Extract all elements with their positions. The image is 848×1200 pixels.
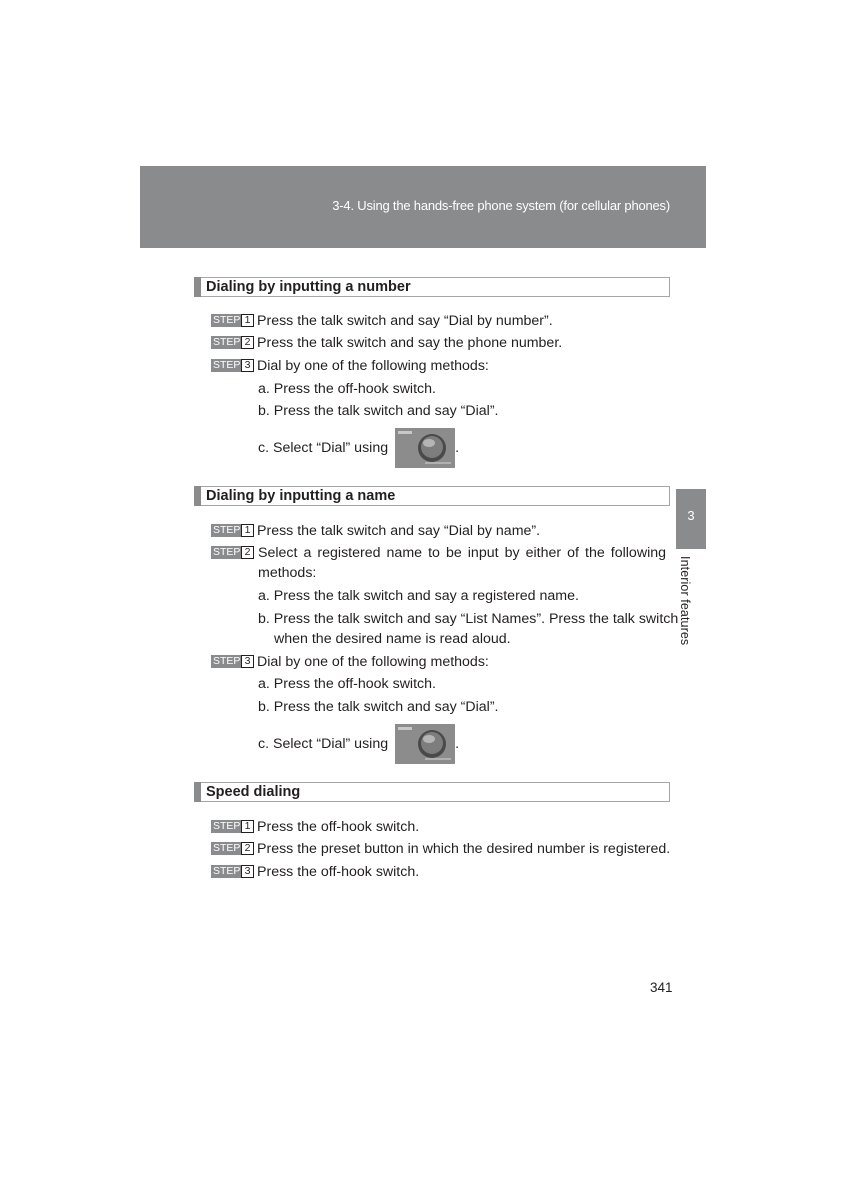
step-row [211,356,489,376]
step-row [211,521,540,541]
step-row [211,817,419,837]
section-title: Dialing by inputting a name [206,488,396,504]
section-heading-bar [194,782,670,802]
dial-knob-icon [395,428,455,468]
dial-knob-icon [395,724,455,764]
step-text: Press the talk switch and say the phone number. [257,335,563,351]
chapter-header-band [140,166,706,248]
step-badge: STEP 2 [211,336,254,349]
page-number: 341 [650,980,673,995]
step-badge: STEP 1 [211,820,254,833]
period: . [455,735,460,752]
step-badge: STEP 3 [211,865,254,878]
step-row [211,543,257,563]
sub-step: a. Press the talk switch and say a registered name. [258,588,579,604]
step-text: Select a registered name to be input by either of the following methods: [258,545,666,581]
step-text: Dial by one of the following methods: [257,654,489,670]
sub-step: a. Press the off-hook switch. [258,676,436,692]
section-title: Dialing by inputting a number [206,279,411,295]
sub-step-text: c. Select “Dial” using [258,735,389,752]
sub-step: b. Press the talk switch and say “Dial”. [258,403,499,419]
step-text: Press the off-hook switch. [257,819,420,835]
dial-switch-image [395,428,455,468]
sub-step-with-image [258,724,459,764]
chapter-header-title: 3-4. Using the hands-free phone system (for cellular phones) [332,198,670,213]
step-badge: STEP 1 [211,524,254,537]
step-row [211,839,670,859]
step-text: Press the preset button in which the desired number is registered. [257,841,671,857]
period: . [455,439,460,456]
step-badge: STEP 3 [211,359,254,372]
step-text: Dial by one of the following methods: [257,358,489,374]
step-row [211,311,553,331]
step-text: Press the talk switch and say “Dial by number”. [257,313,553,329]
section-heading-bar [194,277,670,297]
sub-step-text: c. Select “Dial” using [258,439,389,456]
step-row [211,862,419,882]
step-badge: STEP 3 [211,655,254,668]
chapter-tab-number: 3 [687,508,695,523]
step-text: Press the talk switch and say “Dial by name”. [257,523,541,539]
step-badge: STEP 2 [211,842,254,855]
sub-step: a. Press the off-hook switch. [258,381,436,397]
chapter-tab-label: Interior features [678,556,692,646]
step-badge: STEP 2 [211,546,254,559]
step-row [211,333,562,353]
step-badge: STEP 1 [211,314,254,327]
sub-step: b. Press the talk switch and say “Dial”. [258,699,499,715]
sub-step: b. Press the talk switch and say “List Names”. Press the talk switch [258,611,679,627]
step-text: Press the off-hook switch. [257,864,420,880]
step-row [211,652,489,672]
sub-step-with-image [258,428,459,468]
section-title: Speed dialing [206,784,301,800]
sub-step-continuation: when the desired name is read aloud. [274,631,511,647]
dial-switch-image [395,724,455,764]
chapter-tab [676,489,706,549]
section-heading-bar [194,486,670,506]
